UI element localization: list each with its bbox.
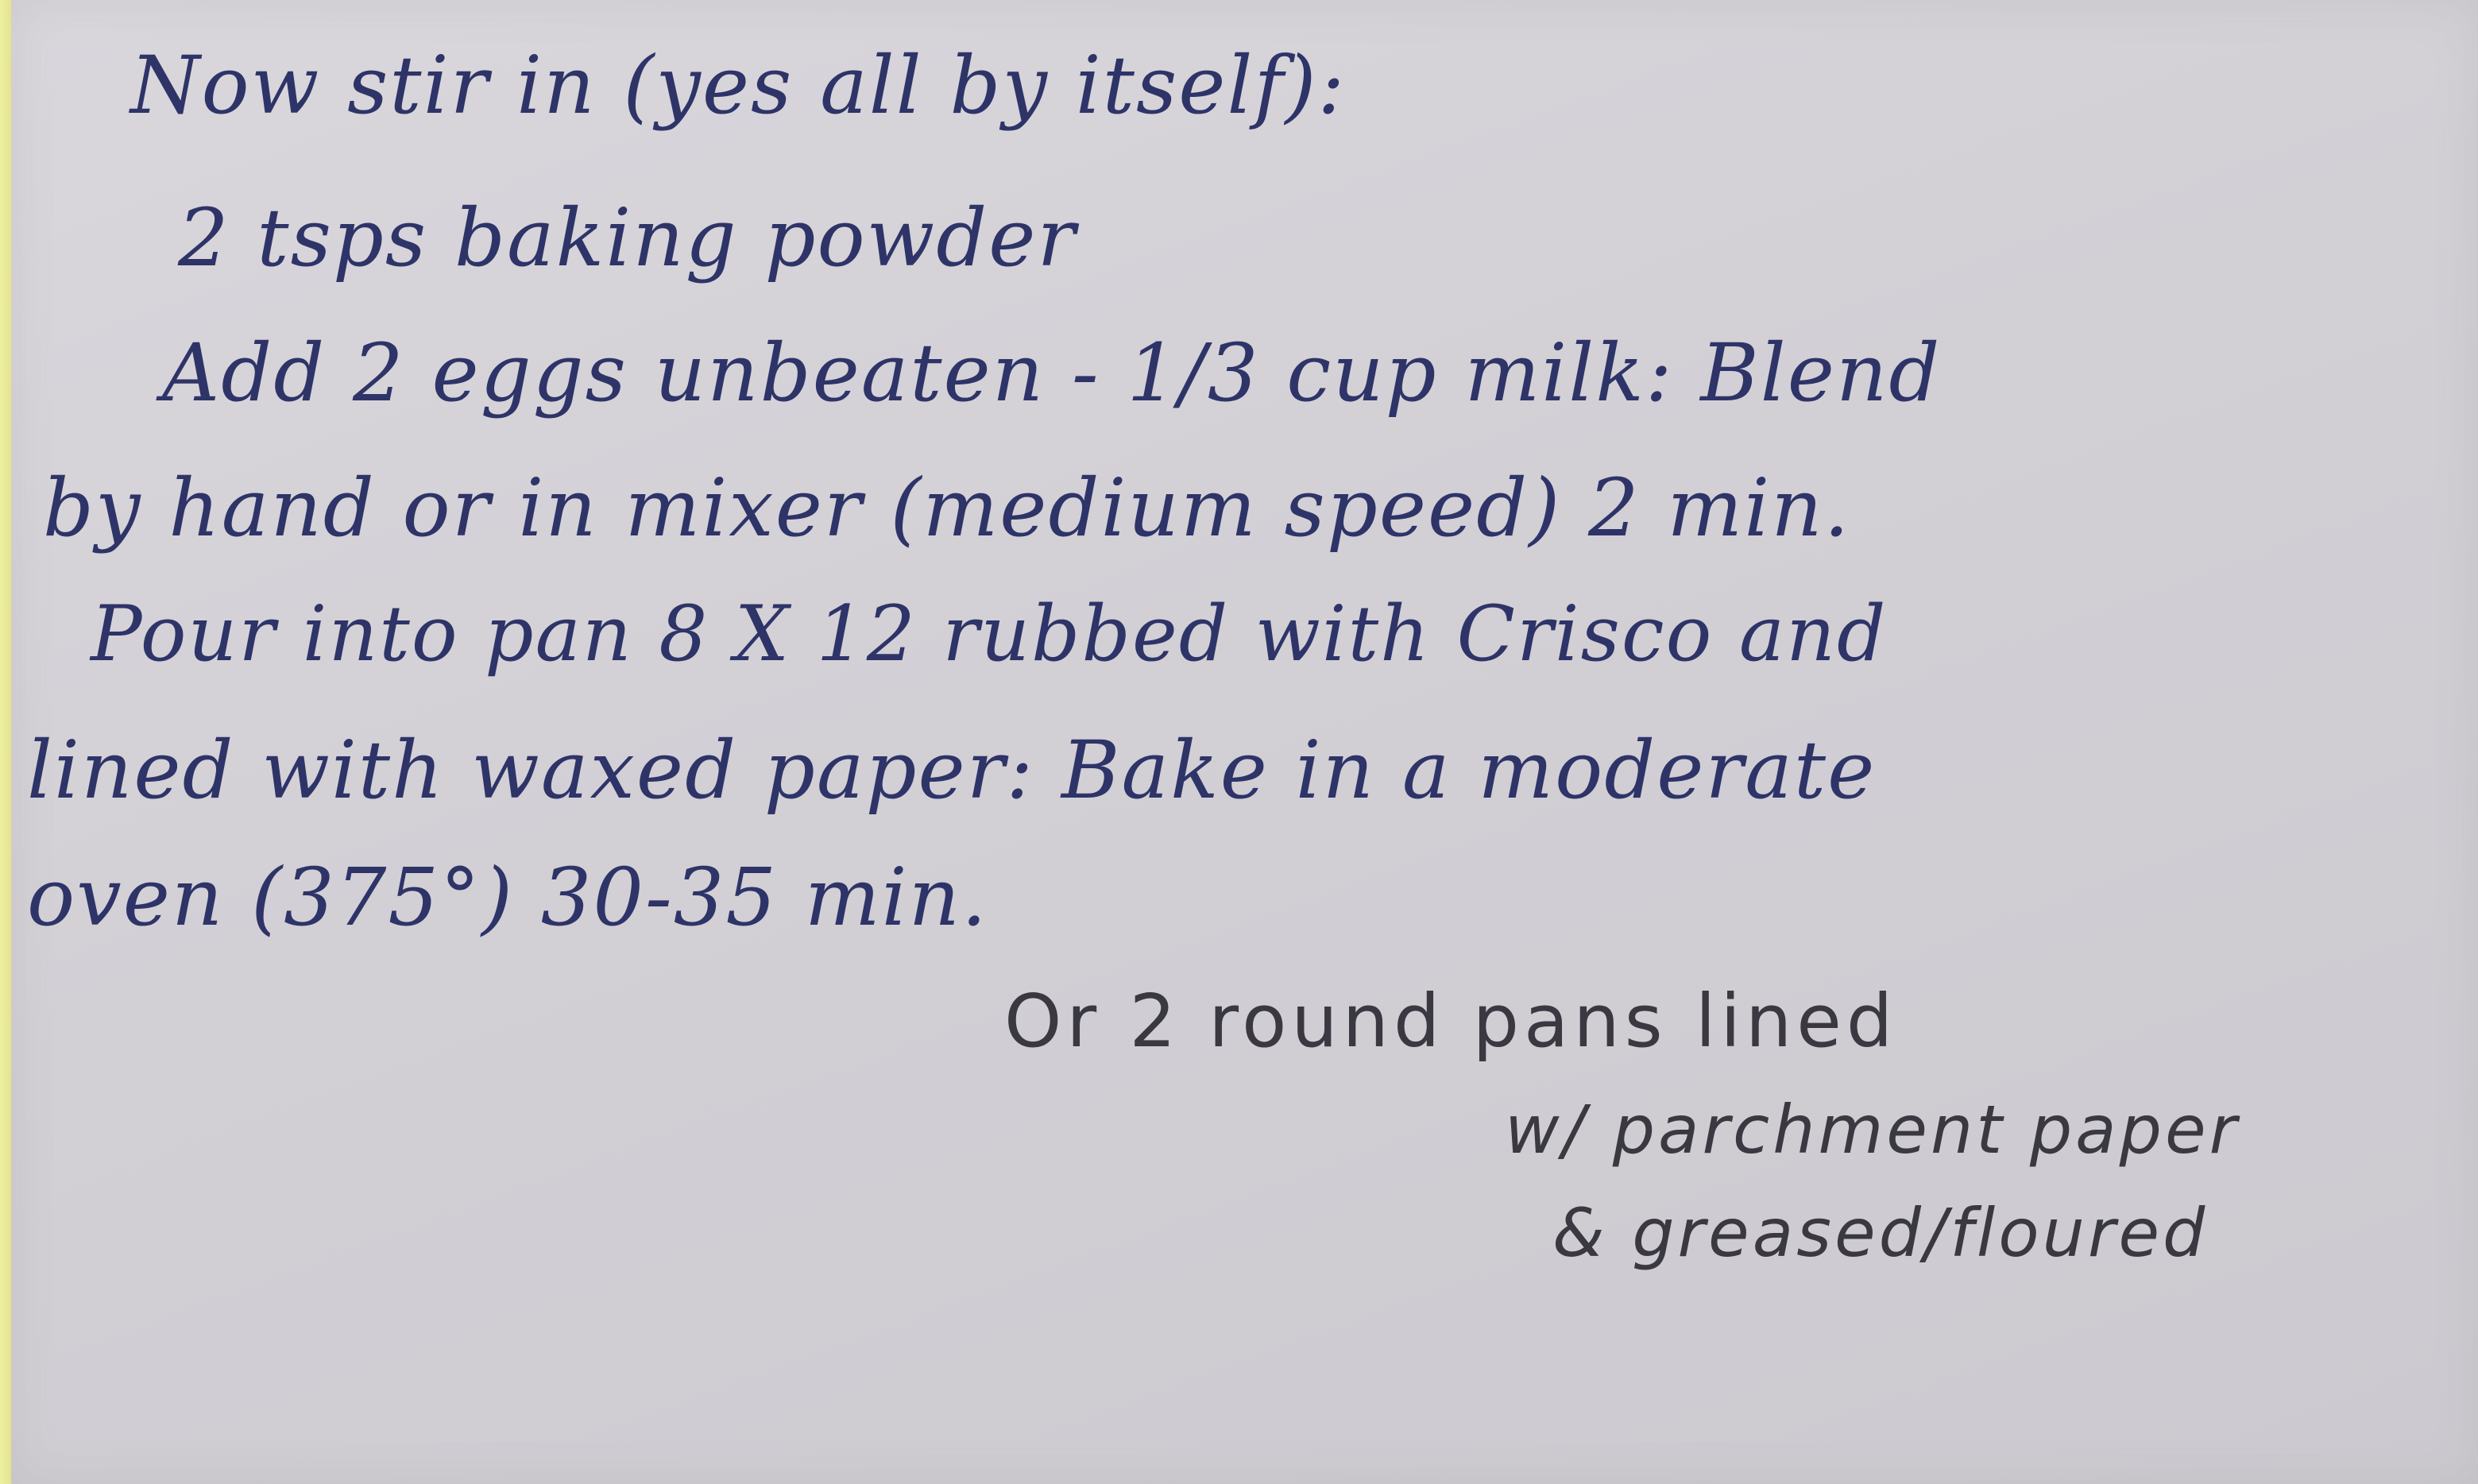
recipe-line: by hand or in mixer (medium speed) 2 min. (43, 462, 1851, 555)
recipe-line: 2 tsps baking powder (178, 191, 1077, 284)
recipe-line: Add 2 eggs unbeaten - 1/3 cup milk: Blend (162, 327, 1942, 419)
pencil-note-line: w/ parchment paper (1505, 1091, 2240, 1169)
recipe-line: Now stir in (yes all by itself): (130, 39, 1347, 132)
recipe-line: lined with waxed paper: Bake in a moderate (27, 724, 1877, 817)
yellow-card-edge (0, 0, 11, 1484)
pencil-note-line: Or 2 round pans lined (1004, 979, 1898, 1064)
pencil-note-line: & greased/floured (1552, 1194, 2209, 1272)
recipe-line: Pour into pan 8 X 12 rubbed with Crisco and (91, 589, 1888, 678)
recipe-card (11, 0, 2478, 1484)
recipe-line: oven (375°) 30-35 min. (27, 851, 988, 944)
